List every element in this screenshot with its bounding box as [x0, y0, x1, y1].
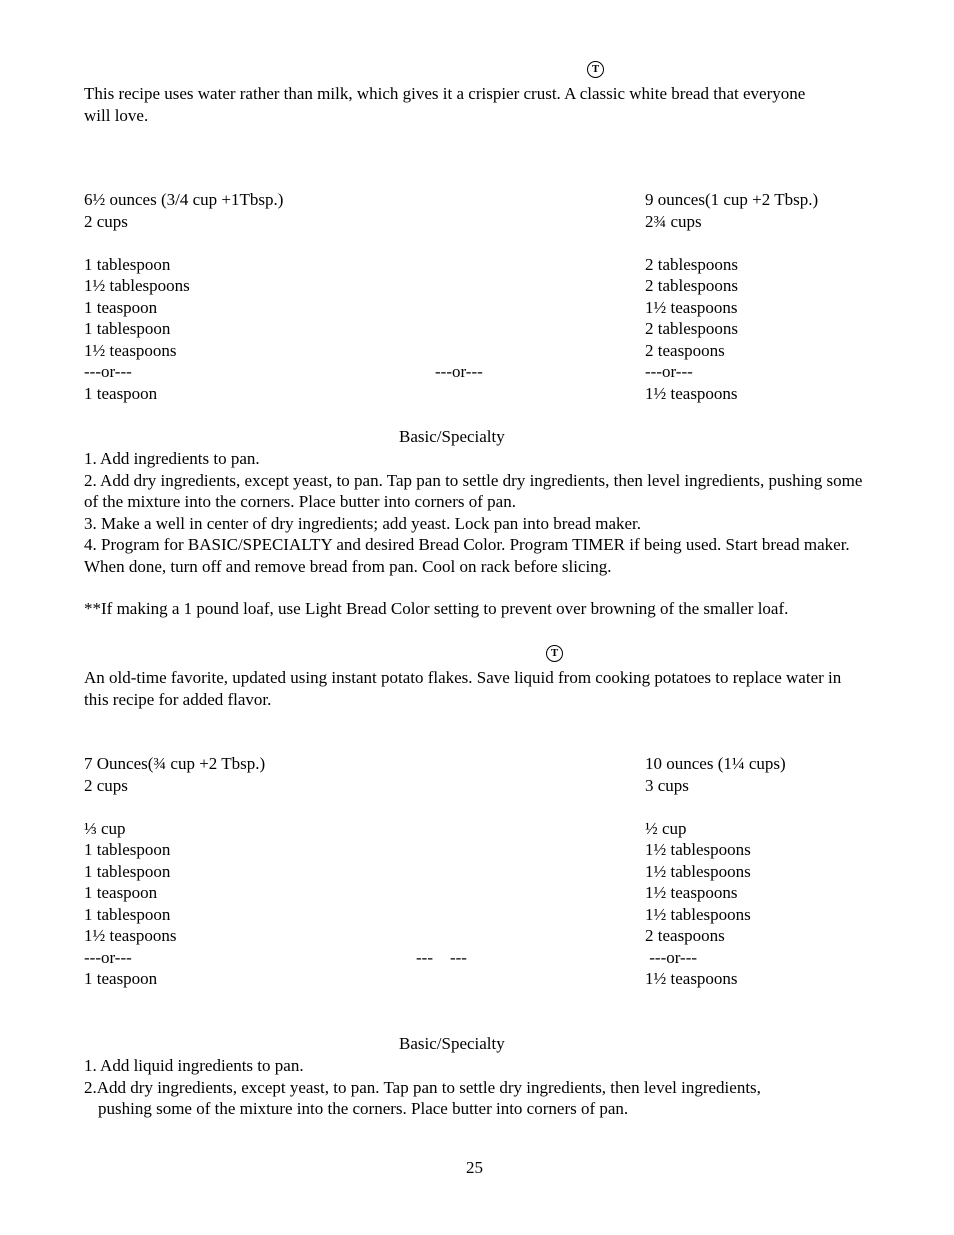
ingredient-amount: 1½ teaspoons — [645, 383, 738, 403]
ingredient-amount: ⅓ cup — [84, 818, 126, 838]
ingredient-amount — [645, 232, 818, 254]
recipe1-intro: This recipe uses water rather than milk, which gives it a crispier crust. A classic white bread that everyone will love. — [84, 84, 806, 125]
step: 1. Add liquid ingredients to pan. — [84, 1056, 304, 1075]
ingredient-amount: 1½ teaspoons — [84, 926, 177, 945]
recipe2-mid-or: --- --- — [416, 948, 467, 967]
step: 3. Make a well in center of dry ingredients; add yeast. Lock pan into bread maker. — [84, 513, 642, 533]
ingredient-amount: 7 Ounces(¾ cup +2 Tbsp.) — [84, 754, 266, 773]
step: 2. Add dry ingredients, except yeast, to pan. Tap pan to settle dry ingredients, then level ingredients, pushing some of the mixture into the corners. Place butter into corners of pan. — [84, 470, 863, 511]
ingredient-amount: 1 tablespoon — [84, 319, 171, 338]
ingredient-amount: 1½ tablespoons — [645, 861, 751, 881]
recipe1-ingredients-large — [645, 189, 818, 404]
ingredient-amount: 10 ounces (1¼ cups) — [645, 754, 786, 773]
ingredient-amount: 1½ teaspoons — [84, 340, 177, 360]
ingredient-amount: 2¾ cups — [645, 211, 702, 231]
timer-icon: T — [587, 61, 604, 78]
ingredient-amount: 1½ teaspoons — [645, 883, 738, 902]
recipe2-intro: An old-time favorite, updated using instant potato flakes. Save liquid from cooking potatoes to replace water in this recipe for added flavor. — [84, 668, 842, 709]
ingredient-amount: 1½ teaspoons — [645, 969, 738, 988]
ingredient-amount: 1½ teaspoons — [645, 297, 738, 317]
ingredient-amount: 2 teaspoons — [645, 926, 725, 945]
ingredient-amount: 2 tablespoons — [645, 319, 739, 338]
ingredient-amount: 1½ tablespoons — [645, 840, 751, 859]
ingredient-amount: 2 tablespoons — [645, 254, 739, 274]
ingredient-amount — [84, 232, 283, 254]
ingredient-amount: 6½ ounces (3/4 cup +1Tbsp.) — [84, 190, 284, 209]
ingredient-amount: 1 tablespoon — [84, 254, 171, 274]
recipe2-ingredients-large — [645, 753, 786, 990]
ingredient-amount: ---or--- — [645, 362, 693, 381]
ingredient-amount: ---or--- — [84, 947, 132, 967]
ingredient-amount: 2 teaspoons — [645, 340, 725, 360]
ingredient-amount: 1 teaspoon — [84, 297, 158, 317]
ingredient-amount: 1½ tablespoons — [645, 904, 751, 924]
ingredient-amount: 1 tablespoon — [84, 904, 171, 924]
ingredient-amount: ---or--- — [84, 362, 132, 381]
ingredient-amount: 2 cups — [84, 775, 128, 795]
ingredient-amount: 2 cups — [84, 211, 128, 231]
recipe2-setting: Basic/Specialty — [399, 1034, 505, 1053]
ingredient-amount: ½ cup — [645, 818, 687, 838]
ingredient-amount: 1 teaspoon — [84, 383, 158, 403]
ingredient-amount: 1 tablespoon — [84, 861, 171, 881]
recipe1-setting: Basic/Specialty — [399, 427, 505, 446]
recipe1-steps — [84, 448, 874, 577]
step: 1. Add ingredients to pan. — [84, 449, 260, 468]
ingredient-amount: ---or--- — [645, 947, 698, 967]
timer-icon: T — [546, 645, 563, 662]
ingredient-amount: 1 tablespoon — [84, 840, 171, 859]
ingredient-amount — [645, 796, 786, 818]
ingredient-amount — [84, 796, 265, 818]
step-continuation: pushing some of the mixture into the corners. Place butter into corners of pan. — [98, 1099, 629, 1118]
page-number: 25 — [466, 1158, 483, 1177]
ingredient-amount: 2 tablespoons — [645, 276, 739, 295]
ingredient-amount: 1 teaspoon — [84, 969, 158, 988]
ingredient-amount: 3 cups — [645, 775, 689, 795]
ingredient-amount: 1½ tablespoons — [84, 276, 190, 295]
recipe1-ingredients-small — [84, 189, 283, 404]
ingredient-amount: 9 ounces(1 cup +2 Tbsp.) — [645, 190, 819, 209]
step: 4. Program for BASIC/SPECIALTY and desired Bread Color. Program TIMER if being used. Start bread maker. When done, turn off and remove bread from pan. Cool on rack before slicing. — [84, 535, 850, 576]
step: 2.Add dry ingredients, except yeast, to pan. Tap pan to settle dry ingredients, then level ingredients, — [84, 1077, 761, 1097]
recipe2-steps — [84, 1055, 874, 1120]
ingredient-amount: 1 teaspoon — [84, 883, 158, 902]
recipe1-mid-or: ---or--- — [435, 362, 483, 381]
recipe1-note: **If making a 1 pound loaf, use Light Bread Color setting to prevent over browning of the smaller loaf. — [84, 599, 789, 618]
recipe2-ingredients-small — [84, 753, 265, 990]
